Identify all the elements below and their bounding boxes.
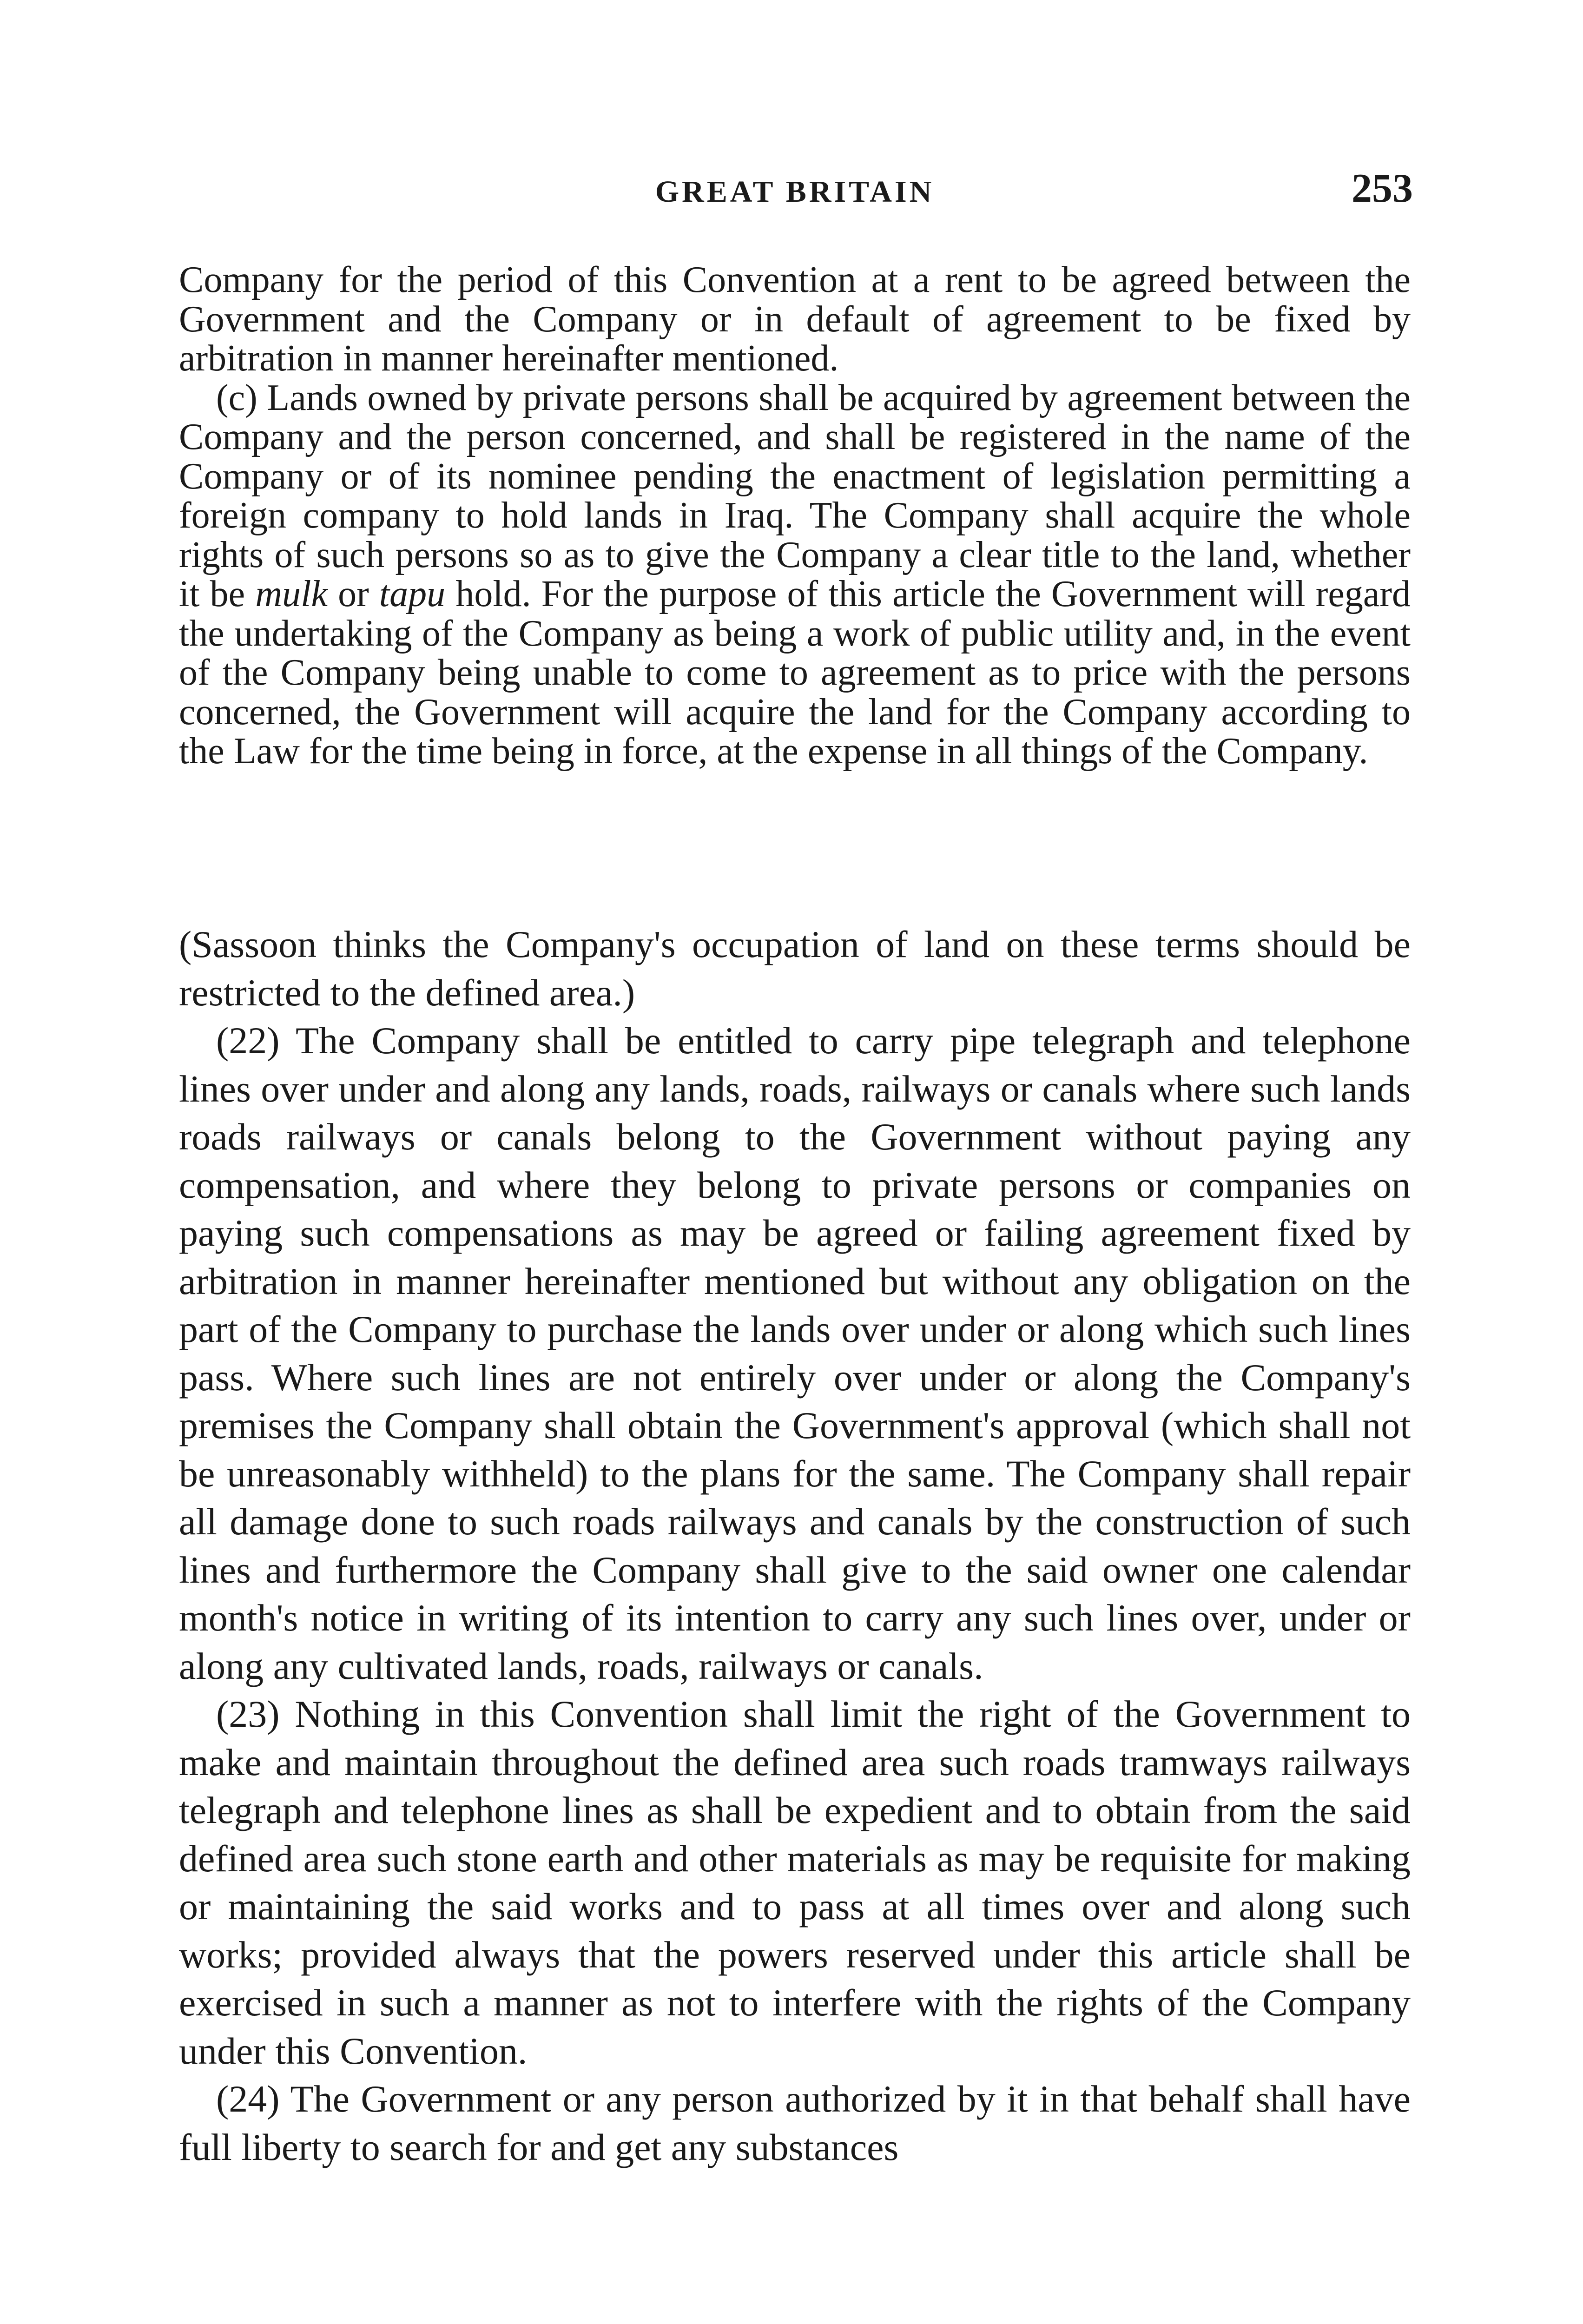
small-type-block: [179, 260, 1411, 771]
paragraph-article-23: (23) Nothing in this Convention shall limit the right of the Government to make and maintain throughout the defined area such roads tramways railways telegraph and telephone lines as shall be expedient and to obtain from the said defined area such stone earth and other materials as may be requisite for making or maintaining the said works and to pass at all times over and along such works; provided always that the powers reserved under this article shall be exercised in such a manner as not to interfere with the rights of the Company under this Convention.: [179, 1693, 1411, 2072]
paragraph-article-24: (24) The Government or any person authorized by it in that behalf shall have full liberty to search for and get any substances: [179, 2078, 1411, 2168]
paragraph-article-22: (22) The Company shall be entitled to carry pipe telegraph and telephone lines over under and along any lands, roads, railways or canals where such lands roads railways or canals belong to the Government without paying any compensation, and where they belong to private persons or companies on paying such compensations as may be agreed or failing agreement fixed by arbitration in manner hereinafter mentioned but without any obligation on the part of the Company to purchase the lands over under or along which such lines pass. Where such lines are not entirely over under or along the Company's premises the Company shall obtain the Government's approval (which shall not be unreasonably withheld) to the plans for the same. The Company shall repair all damage done to such roads railways and canals by the construction of such lines and furthermore the Company shall give to the said owner one calendar month's notice in writing of its intention to carry any such lines over, under or along any cultivated lands, roads, railways or canals.: [179, 1019, 1411, 1687]
large-type-block: [179, 920, 1411, 2171]
term-mulk: mulk: [255, 574, 328, 614]
paragraph-clause-c: [179, 378, 1411, 771]
running-title: GREAT BRITAIN: [655, 175, 935, 209]
word-or: or: [338, 574, 369, 614]
paragraph-sassoon-note: (Sassoon thinks the Company's occupation of land on these terms should be restricted to the defined area.): [179, 923, 1411, 1014]
term-tapu: tapu: [379, 574, 446, 614]
running-head: [177, 165, 1413, 221]
paragraph-continuation: Company for the period of this Convention at a rent to be agreed between the Government and the Company or in default of agreement to be fixed by arbitration in manner hereinafter mentioned.: [179, 259, 1411, 379]
clause-c-text-a: (c) Lands owned by private persons shall be acquired by agreement between the Company and the person concerned, and shall be registered in the name of the Company or of its nominee pending the enactment of legislation permitting a foreign company to hold lands in Iraq. The Company shall acquire the whole rights of such persons so as to give the Company a clear title to the land, whether it be: [179, 377, 1411, 614]
clause-c-text-b: hold. For the purpose of this article the Government will regard the undertaking of the Company as being a work of public utility and, in the event of the Company being unable to come to agreement as to price with the persons concerned, the Government will acquire the land for the Company according to the Law for the time being in force, at the expense in all things of the Company.: [179, 574, 1411, 772]
page-number: 253: [1352, 166, 1413, 211]
